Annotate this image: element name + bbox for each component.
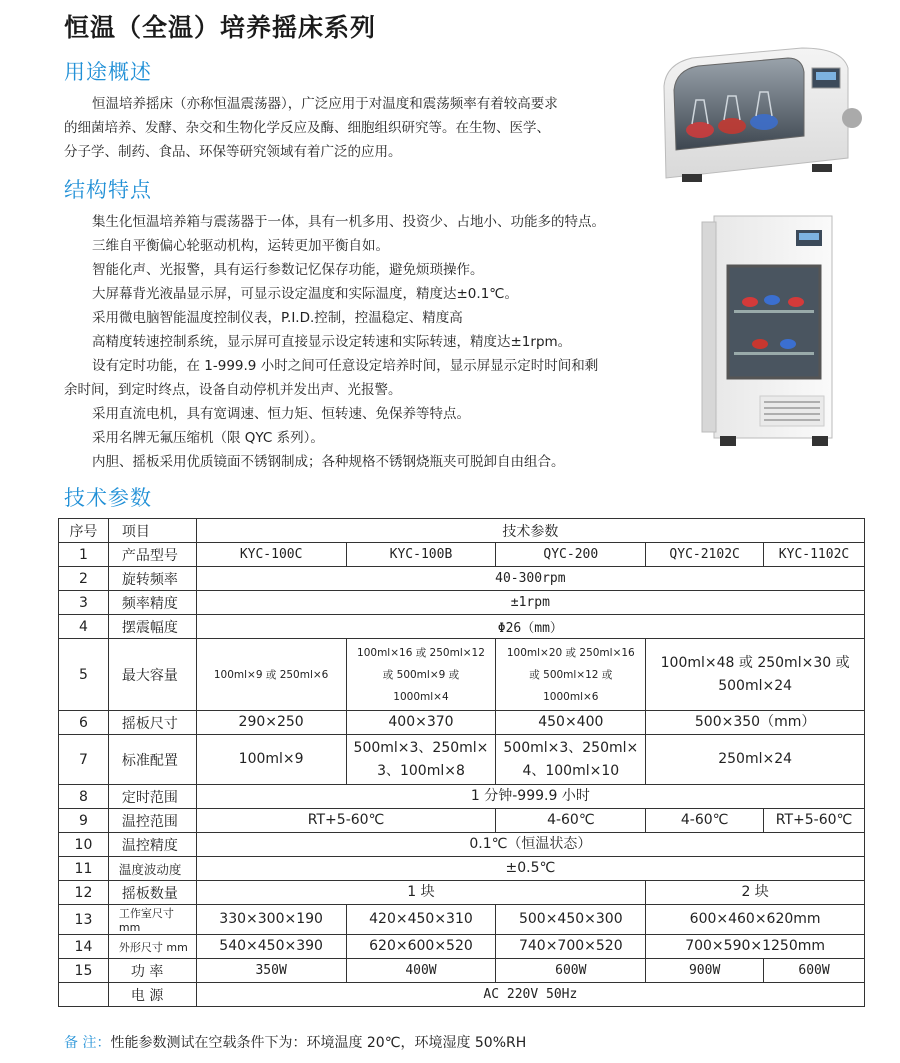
row-label: 摆震幅度 (108, 615, 196, 639)
row-label: 最大容量 (108, 639, 196, 711)
row-label: 温控范围 (108, 809, 196, 833)
table-row (59, 567, 865, 591)
cell: 740×700×520 (496, 935, 646, 959)
table-row (59, 983, 865, 1007)
row-no: 13 (59, 905, 109, 935)
row-no: 6 (59, 711, 109, 735)
footnote (64, 1032, 526, 1052)
table-row (59, 639, 865, 711)
table-header-row (59, 519, 865, 543)
cell-line: 3、100ml×8 (377, 762, 465, 779)
row-no: 15 (59, 959, 109, 983)
structure-line: 大屏幕背光液晶显示屏，可显示设定温度和实际温度，精度达±0.1℃。 (92, 286, 518, 302)
row-no (59, 983, 109, 1007)
cell (646, 639, 865, 711)
cell: RT+5-60℃ (196, 809, 496, 833)
row-label: 电 源 (108, 983, 196, 1007)
cell: 700×590×1250mm (646, 935, 865, 959)
table-row (59, 711, 865, 735)
cell (346, 639, 496, 711)
row-label: 标准配置 (108, 735, 196, 785)
page-title: 恒温（全温）培养摇床系列 (64, 13, 377, 42)
cell-line: 1000ml×6 (543, 690, 599, 703)
cell: Φ26（mm） (196, 615, 864, 639)
header-item: 项目 (108, 519, 196, 543)
row-label: 定时范围 (108, 785, 196, 809)
spec-table (58, 518, 865, 1007)
footnote-text: 性能参数测试在空载条件下为：环境温度 20℃，环境湿度 50%RH (110, 1035, 527, 1051)
row-no: 7 (59, 735, 109, 785)
row-no: 4 (59, 615, 109, 639)
row-no: 11 (59, 857, 109, 881)
header-no: 序号 (59, 519, 109, 543)
cell-line: 4、100ml×10 (522, 762, 620, 779)
cell-line: 500ml×3、250ml× (503, 739, 639, 756)
usage-line: 的细菌培养、发酵、杂交和生物化学反应及酶、细胞组织研究等。在生物、医学、 (64, 120, 550, 136)
cell: 2 块 (646, 881, 865, 905)
cell: 620×600×520 (346, 935, 496, 959)
cell (346, 735, 496, 785)
structure-line: 设有定时功能，在 1-999.9 小时之间可任意设定培养时间，显示屏显示定时时间和剩 (92, 358, 599, 374)
cell: 100ml×9 (196, 735, 346, 785)
cell: KYC-100B (346, 543, 496, 567)
table-row (59, 785, 865, 809)
row-label: 旋转频率 (108, 567, 196, 591)
structure-line: 集生化恒温培养箱与震荡器于一体，具有一机多用、投资少、占地小、功能多的特点。 (92, 214, 605, 230)
cell: KYC-100C (196, 543, 346, 567)
cell-line: 100ml×48 或 250ml×30 或 (660, 654, 850, 671)
cell: 900W (646, 959, 764, 983)
table-row (59, 735, 865, 785)
row-label: 温控精度 (108, 833, 196, 857)
cell: 330×300×190 (196, 905, 346, 935)
cell: AC 220V 50Hz (196, 983, 864, 1007)
cell-line: 1000ml×4 (393, 690, 449, 703)
structure-paragraph (64, 210, 704, 474)
row-label: 摇板数量 (108, 881, 196, 905)
cell: 420×450×310 (346, 905, 496, 935)
cell: 540×450×390 (196, 935, 346, 959)
row-label: 频率精度 (108, 591, 196, 615)
row-no: 3 (59, 591, 109, 615)
row-no: 5 (59, 639, 109, 711)
cell: 400×370 (346, 711, 496, 735)
cell: 100ml×9 或 250ml×6 (196, 639, 346, 711)
cell: ±0.5℃ (196, 857, 864, 881)
cell: RT+5-60℃ (764, 809, 865, 833)
usage-line: 分子学、制药、食品、环保等研究领域有着广泛的应用。 (64, 144, 402, 160)
cell: KYC-1102C (764, 543, 865, 567)
cell: QYC-200 (496, 543, 646, 567)
row-label: 摇板尺寸 (108, 711, 196, 735)
row-no: 8 (59, 785, 109, 809)
cell: 4-60℃ (646, 809, 764, 833)
structure-line: 高精度转速控制系统，显示屏可直接显示设定转速和实际转速，精度达±1rpm。 (92, 334, 572, 350)
cell: 450×400 (496, 711, 646, 735)
cell: 290×250 (196, 711, 346, 735)
usage-heading: 用途概述 (64, 60, 152, 84)
cell: 0.1℃（恒温状态） (196, 833, 864, 857)
cell-line: 100ml×16 或 250ml×12 (357, 646, 485, 659)
cell-line: 或 500ml×12 或 (529, 668, 613, 681)
cell: 600W (764, 959, 865, 983)
table-row (59, 591, 865, 615)
vertical-shaker-image (700, 212, 840, 452)
table-row (59, 959, 865, 983)
structure-line: 余时间，到定时终点，设备自动停机并发出声、光报警。 (64, 382, 402, 398)
structure-line: 采用直流电机，具有宽调速、恒力矩、恒转速、免保养等特点。 (92, 406, 470, 422)
row-no: 10 (59, 833, 109, 857)
table-row (59, 905, 865, 935)
cell (496, 735, 646, 785)
cell (496, 639, 646, 711)
cell: 600×460×620mm (646, 905, 865, 935)
usage-line: 恒温培养摇床（亦称恒温震荡器），广泛应用于对温度和震荡频率有着较高要求 (92, 96, 558, 112)
cell: 1 块 (196, 881, 646, 905)
row-no: 14 (59, 935, 109, 959)
structure-line: 内胆、摇板采用优质镜面不锈钢制成；各种规格不锈钢烧瓶夹可脱卸自由组合。 (92, 454, 565, 470)
header-params: 技术参数 (196, 519, 864, 543)
table-row (59, 809, 865, 833)
row-no: 12 (59, 881, 109, 905)
footnote-label: 备 注： (64, 1035, 111, 1051)
cell-line: 500ml×3、250ml× (353, 739, 489, 756)
benchtop-shaker-image (652, 38, 864, 188)
cell: QYC-2102C (646, 543, 764, 567)
table-row (59, 543, 865, 567)
cell-line: 100ml×20 或 250ml×16 (506, 646, 635, 659)
cell: 350W (196, 959, 346, 983)
structure-line: 智能化声、光报警，具有运行参数记忆保存功能，避免烦琐操作。 (92, 262, 484, 278)
structure-heading: 结构特点 (64, 178, 152, 202)
row-label: 外形尺寸 mm (108, 935, 196, 959)
cell-line: 500ml×24 (718, 677, 793, 694)
row-no: 9 (59, 809, 109, 833)
table-row (59, 857, 865, 881)
structure-line: 三维自平衡偏心轮驱动机构，运转更加平衡自如。 (92, 238, 389, 254)
table-row (59, 935, 865, 959)
cell: ±1rpm (196, 591, 864, 615)
structure-line: 采用微电脑智能温度控制仪表，P.I.D.控制，控温稳定、精度高 (92, 310, 463, 326)
cell: 4-60℃ (496, 809, 646, 833)
cell: 500×350（mm） (646, 711, 865, 735)
cell: 500×450×300 (496, 905, 646, 935)
params-heading: 技术参数 (64, 486, 152, 510)
cell: 600W (496, 959, 646, 983)
row-label: 温度波动度 (108, 857, 196, 881)
structure-line: 采用名牌无氟压缩机（限 QYC 系列）。 (92, 430, 324, 446)
cell: 40-300rpm (196, 567, 864, 591)
cell: 400W (346, 959, 496, 983)
row-no: 1 (59, 543, 109, 567)
table-row (59, 615, 865, 639)
cell: 250ml×24 (646, 735, 865, 785)
cell: 1 分钟-999.9 小时 (196, 785, 864, 809)
row-no: 2 (59, 567, 109, 591)
row-label: 工作室尺寸mm (108, 905, 196, 935)
row-label: 功 率 (108, 959, 196, 983)
cell-line: 或 500ml×9 或 (382, 668, 460, 681)
table-row (59, 833, 865, 857)
table-row (59, 881, 865, 905)
usage-paragraph (64, 92, 644, 164)
row-label: 产品型号 (108, 543, 196, 567)
